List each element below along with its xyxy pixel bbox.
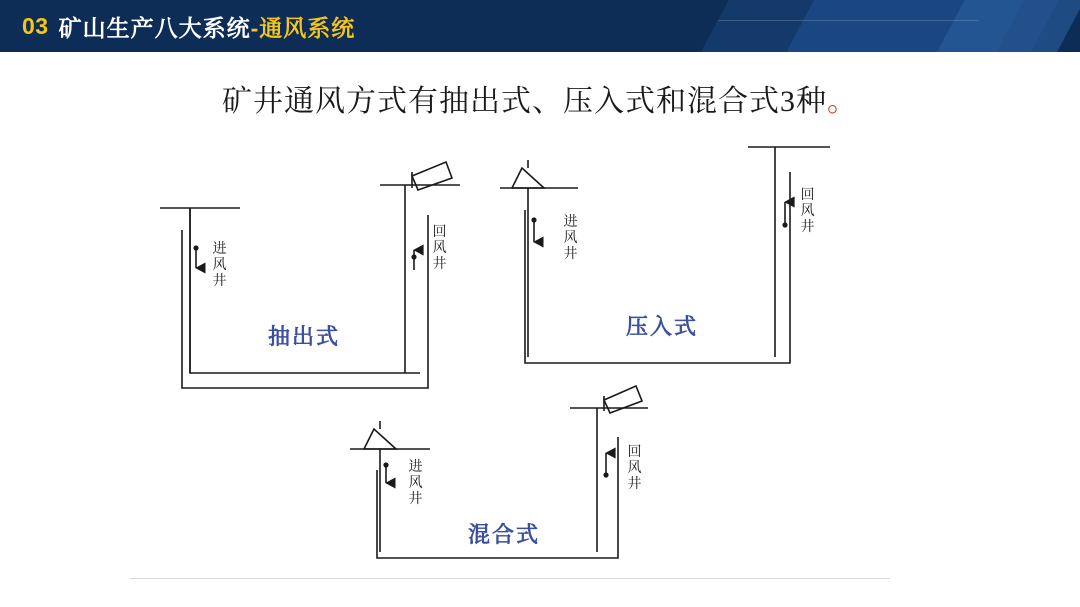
mixed-exhaust-fan-body (604, 386, 642, 413)
header-title (22, 0, 355, 52)
mixed-intake-shaft-label: 进风井 (408, 460, 423, 508)
page-title (0, 76, 1080, 120)
header-title-sub: -通风系统 (250, 14, 356, 41)
exhaust-fan-body (412, 162, 452, 190)
diagram-exhaust (160, 162, 460, 388)
ventilation-diagrams (0, 120, 1080, 590)
header-section-number: 03 (22, 12, 49, 39)
page-title-period: 。 (827, 85, 858, 118)
slide-header-bar (0, 0, 1080, 52)
exhaust-gallery-outer (182, 215, 428, 388)
forced-intake-shaft-label: 进风井 (563, 215, 578, 263)
exhaust-intake-shaft-label: 进风井 (212, 242, 227, 290)
mixed-return-shaft-label: 回风井 (627, 445, 642, 493)
header-title-main: 矿山生产八大系统 (58, 14, 251, 41)
mixed-blower-fan-body (364, 429, 396, 449)
diagram-label-forced: 压入式 (626, 314, 699, 339)
page-title-text: 矿井通风方式有抽出式、压入式和混合式3种 (222, 85, 827, 118)
header-decoration-line (681, 20, 979, 52)
exhaust-return-shaft-label: 回风井 (432, 225, 447, 273)
exhaust-u-outer (180, 208, 430, 388)
diagram-label-mixed: 混合式 (468, 522, 541, 547)
diagram-label-exhaust: 抽出式 (268, 324, 341, 349)
forced-return-shaft-label: 回风井 (800, 188, 815, 236)
bottom-divider (130, 578, 890, 579)
